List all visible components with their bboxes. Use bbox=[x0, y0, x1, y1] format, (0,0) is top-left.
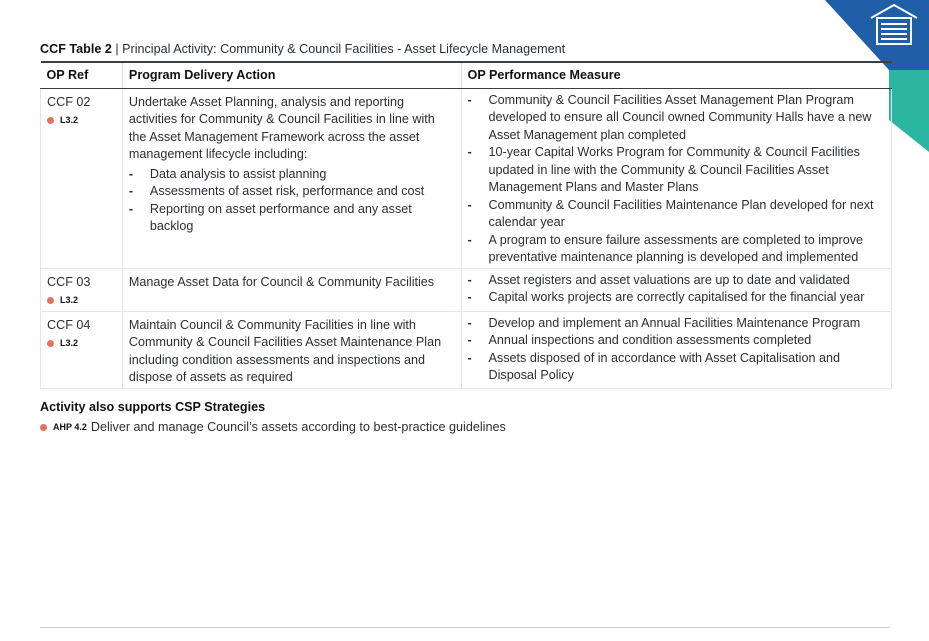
table-caption-title: | Principal Activity: Community & Council Facilities - Asset Lifecycle Management bbox=[111, 42, 566, 56]
supports-heading: Activity also supports CSP Strategies bbox=[40, 400, 266, 414]
dot-icon bbox=[40, 424, 47, 431]
strategy-tag bbox=[47, 112, 116, 130]
header-program-delivery-action: Program Delivery Action bbox=[122, 62, 461, 88]
measure-list bbox=[468, 315, 885, 385]
table-caption bbox=[40, 42, 565, 56]
measure-cell bbox=[461, 88, 891, 268]
action-cell bbox=[122, 88, 461, 268]
measure-cell bbox=[461, 311, 891, 388]
measure-item: - Community & Council Facilities Asset Management Plan Program developed to ensure all Council owned Community Halls have a new Asset Management plan completed bbox=[468, 92, 885, 145]
measure-item: - Develop and implement an Annual Facilities Maintenance Program bbox=[468, 315, 885, 333]
table-header-row bbox=[41, 62, 892, 88]
measure-item: - A program to ensure failure assessments are completed to improve preventative maintenance planning is developed and implemented bbox=[468, 232, 885, 267]
dot-icon bbox=[47, 297, 54, 304]
table-row bbox=[41, 88, 892, 268]
footer-divider bbox=[40, 627, 890, 628]
measure-list bbox=[468, 272, 885, 307]
strategy-tag bbox=[47, 292, 116, 310]
action-text: Manage Asset Data for Council & Community Facilities bbox=[128, 274, 435, 289]
measure-item: - Asset registers and asset valuations are up to date and validated bbox=[468, 272, 885, 290]
dot-icon bbox=[47, 340, 54, 347]
csp-strategy-text: Deliver and manage Council’s assets according to best-practice guidelines bbox=[90, 420, 506, 434]
action-bullet: - Assessments of asset risk, performance and cost bbox=[129, 183, 455, 201]
action-bullet: - Reporting on asset performance and any asset backlog bbox=[129, 201, 455, 236]
strategy-tag bbox=[47, 335, 116, 353]
measure-list bbox=[468, 92, 885, 267]
action-text: Maintain Council & Community Facilities in line with Community & Council Facilities Asset Maintenance Plan including condition assessments and inspections and dispose of assets as required bbox=[128, 317, 442, 384]
csp-strategy-item bbox=[40, 420, 506, 434]
table-caption-number: CCF Table 2 bbox=[40, 42, 112, 56]
op-ref: CCF 03 bbox=[47, 274, 91, 289]
measure-item: - Annual inspections and condition assessments completed bbox=[468, 332, 885, 350]
op-ref-cell bbox=[41, 88, 123, 268]
activity-table bbox=[40, 61, 892, 389]
header-op-performance-measure: OP Performance Measure bbox=[461, 62, 891, 88]
measure-item: - Assets disposed of in accordance with Asset Capitalisation and Disposal Policy bbox=[468, 350, 885, 385]
table-row bbox=[41, 268, 892, 311]
header-op-ref: OP Ref bbox=[41, 62, 123, 88]
op-ref-cell bbox=[41, 268, 123, 311]
csp-strategy-code: AHP 4.2 bbox=[53, 422, 87, 432]
measure-cell bbox=[461, 268, 891, 311]
action-cell bbox=[122, 311, 461, 388]
action-cell bbox=[122, 268, 461, 311]
action-text: Undertake Asset Planning, analysis and reporting activities for Community & Council Facilities in line with the Asset Management Framework across the asset management lifecycle including: bbox=[128, 94, 435, 161]
measure-item: - 10-year Capital Works Program for Community & Council Facilities updated in line with the Community & Council Facilities Asset Management Plans and Master Plans bbox=[468, 144, 885, 197]
strategy-tag-label: L3.2 bbox=[60, 295, 79, 305]
dot-icon bbox=[47, 117, 54, 124]
measure-item: - Capital works projects are correctly capitalised for the financial year bbox=[468, 289, 885, 307]
table-row bbox=[41, 311, 892, 388]
measure-item: - Community & Council Facilities Maintenance Plan developed for next calendar year bbox=[468, 197, 885, 232]
op-ref: CCF 02 bbox=[47, 94, 91, 109]
op-ref: CCF 04 bbox=[47, 317, 91, 332]
strategy-tag-label: L3.2 bbox=[60, 338, 79, 348]
action-bullet-list bbox=[129, 166, 455, 236]
op-ref-cell bbox=[41, 311, 123, 388]
action-bullet: - Data analysis to assist planning bbox=[129, 166, 455, 184]
strategy-tag-label: L3.2 bbox=[60, 115, 79, 125]
